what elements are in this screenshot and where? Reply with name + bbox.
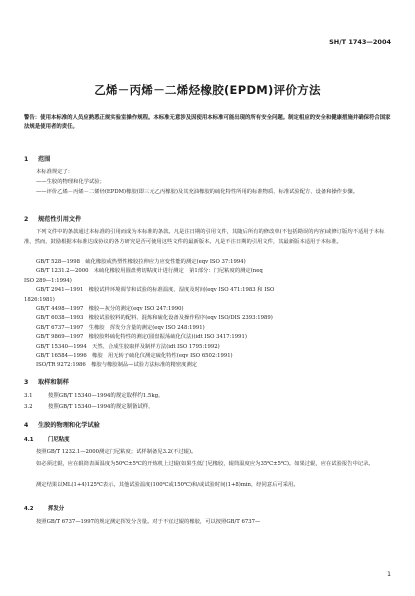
section-number: 3 xyxy=(24,379,29,386)
clause-item xyxy=(24,392,394,401)
reference-item: GB/T 2941—1991 橡胶试样环境调节和试验的标准温度、湿度及时间(eqv ISO 471:1983 和 ISO xyxy=(36,287,275,294)
reference-item: GB/T 9869—1997 橡胶胶料硫化特性的测定(圆盘振荡硫化仪法)(idt ISO 3417:1991) xyxy=(36,334,247,341)
section-title: 生胶的物理和化学试验 xyxy=(38,422,100,429)
reference-item: ISO/TR 9272:1986 橡胶与橡胶制品—试验方法标准的精密度测定 xyxy=(36,362,198,369)
warning-notice: 警告：使用本标准的人员应熟悉正规实验室操作规程。本标准无意涉及因使用本标准可能出现的所有安全问题。制定相应的安全和健康措施并确保符合国家法规是使用者的责任。 xyxy=(24,115,391,130)
section-1-heading xyxy=(24,154,50,163)
subsection-title: 门尼粘度 xyxy=(48,437,70,443)
clause-text: 按照GB/T 15340—1994的规定制备试样。 xyxy=(48,404,154,410)
reference-item: GB/T 15340—1994 天然、合成生胶取样及制样方法(idt ISO 1795:1992) xyxy=(36,343,220,350)
reference-item: GB/T 4498—1997 橡胶—灰分的测定(eqv ISO 247:1990) xyxy=(36,306,184,313)
reference-list xyxy=(24,258,399,371)
document-title: 乙烯－丙烯－二烯烃橡胶(EPDM)评价方法 xyxy=(94,83,321,97)
subsection-4-2-heading xyxy=(24,505,394,514)
scope-line: ——评价乙烯－丙烯－二烯烃(EPDM)橡胶(即三元乙丙橡胶)及其充油橡胶的硫化特性所用的标准物质、标准试验配方、设备和操作步骤。 xyxy=(36,189,358,195)
reference-item-continuation: ISO 289—1:1994) xyxy=(24,277,72,284)
section-number: 4 xyxy=(24,422,29,429)
reference-item: GB/T 16584—1996 橡胶 用无转子硫化仪测定硫化特性(eqv ISO 6502:1991) xyxy=(36,353,233,360)
section-2-heading xyxy=(24,214,81,223)
section-title: 规范性引用文件 xyxy=(38,216,82,223)
paragraph: 按照GB/T 1232.1—2000测定门尼粘度；试样制备见3.2(不过辊)。 xyxy=(36,449,197,455)
scope-line: 本标准规定了： xyxy=(36,169,74,175)
paragraph: 按照GB/T 6737—1997的规定测定挥发分含量。对于不宜过辊的橡胶，可以按照GB/T 6737— xyxy=(36,519,261,525)
scope-line: ——生胶的物理和化学试验； xyxy=(36,179,105,185)
reference-item: GB/T 1231.2—2000 未硫化橡胶用圆盘剪切粘度计进行测定 第1部分：门尼粘度的测定(neq xyxy=(36,268,263,275)
clause-number: 3.1 xyxy=(24,393,33,399)
paragraph: 测定结果以ML(1+4)125℃表示。其他试验温度(100℃或150℃)和/或试验时间(1+8)min，经同意后可采用。 xyxy=(36,482,299,488)
references-intro: 下列文件中的条款通过本标准的引用而成为本标准的条款。凡是注日期的引用文件，其随后所有的修改单(不包括勘误的内容)或修订版均不适用于本标准，然而，鼓励根据本标准达成协议的各方研究是否可使用这些文件的最新版本。凡是不注日期的引用文件，其最新版本适用于本标准。 xyxy=(24,229,385,245)
section-3-heading xyxy=(24,377,69,386)
reference-item: GB/T 528—1998 硫化橡胶或热塑性橡胶拉伸应力应变性能的测定(eqv ISO 37:1994) xyxy=(36,259,246,265)
clause-text: 按照GB/T 15340—1994的规定取样约1.5kg。 xyxy=(48,393,164,399)
clause-item xyxy=(24,403,394,412)
clause-number: 3.2 xyxy=(24,404,33,410)
section-number: 1 xyxy=(24,156,29,163)
section-title: 范围 xyxy=(38,156,51,163)
subsection-title: 挥发分 xyxy=(48,506,65,512)
clause-number: 4.2 xyxy=(24,506,34,512)
subsection-4-1-heading xyxy=(24,436,394,445)
reference-item: GB/T 6038—1993 橡胶试验胶料的配料、混炼和硫化设备及操作程序(eqv ISO/DIS 2393:1989) xyxy=(36,315,273,322)
reference-item: GB/T 6737—1997 生橡胶 挥发分含量的测定(eqv ISO 248:1991) xyxy=(36,324,205,331)
reference-item-continuation: 1826:1981) xyxy=(24,296,55,303)
section-4-heading xyxy=(24,420,100,429)
paragraph: 如必须过辊，应在辊筒表面温度为50℃±5℃的开炼机上过辊(如果生低门尼橡胶，辊筒温度应为35℃±5℃)。如果过辊，应在试验报告中记录。 xyxy=(36,461,374,467)
page-number: 1 xyxy=(387,571,391,578)
section-number: 2 xyxy=(24,216,29,223)
clause-number: 4.1 xyxy=(24,437,34,443)
section-title: 取样和制样 xyxy=(38,379,69,386)
standard-number: SH/T 1743—2004 xyxy=(329,38,391,46)
